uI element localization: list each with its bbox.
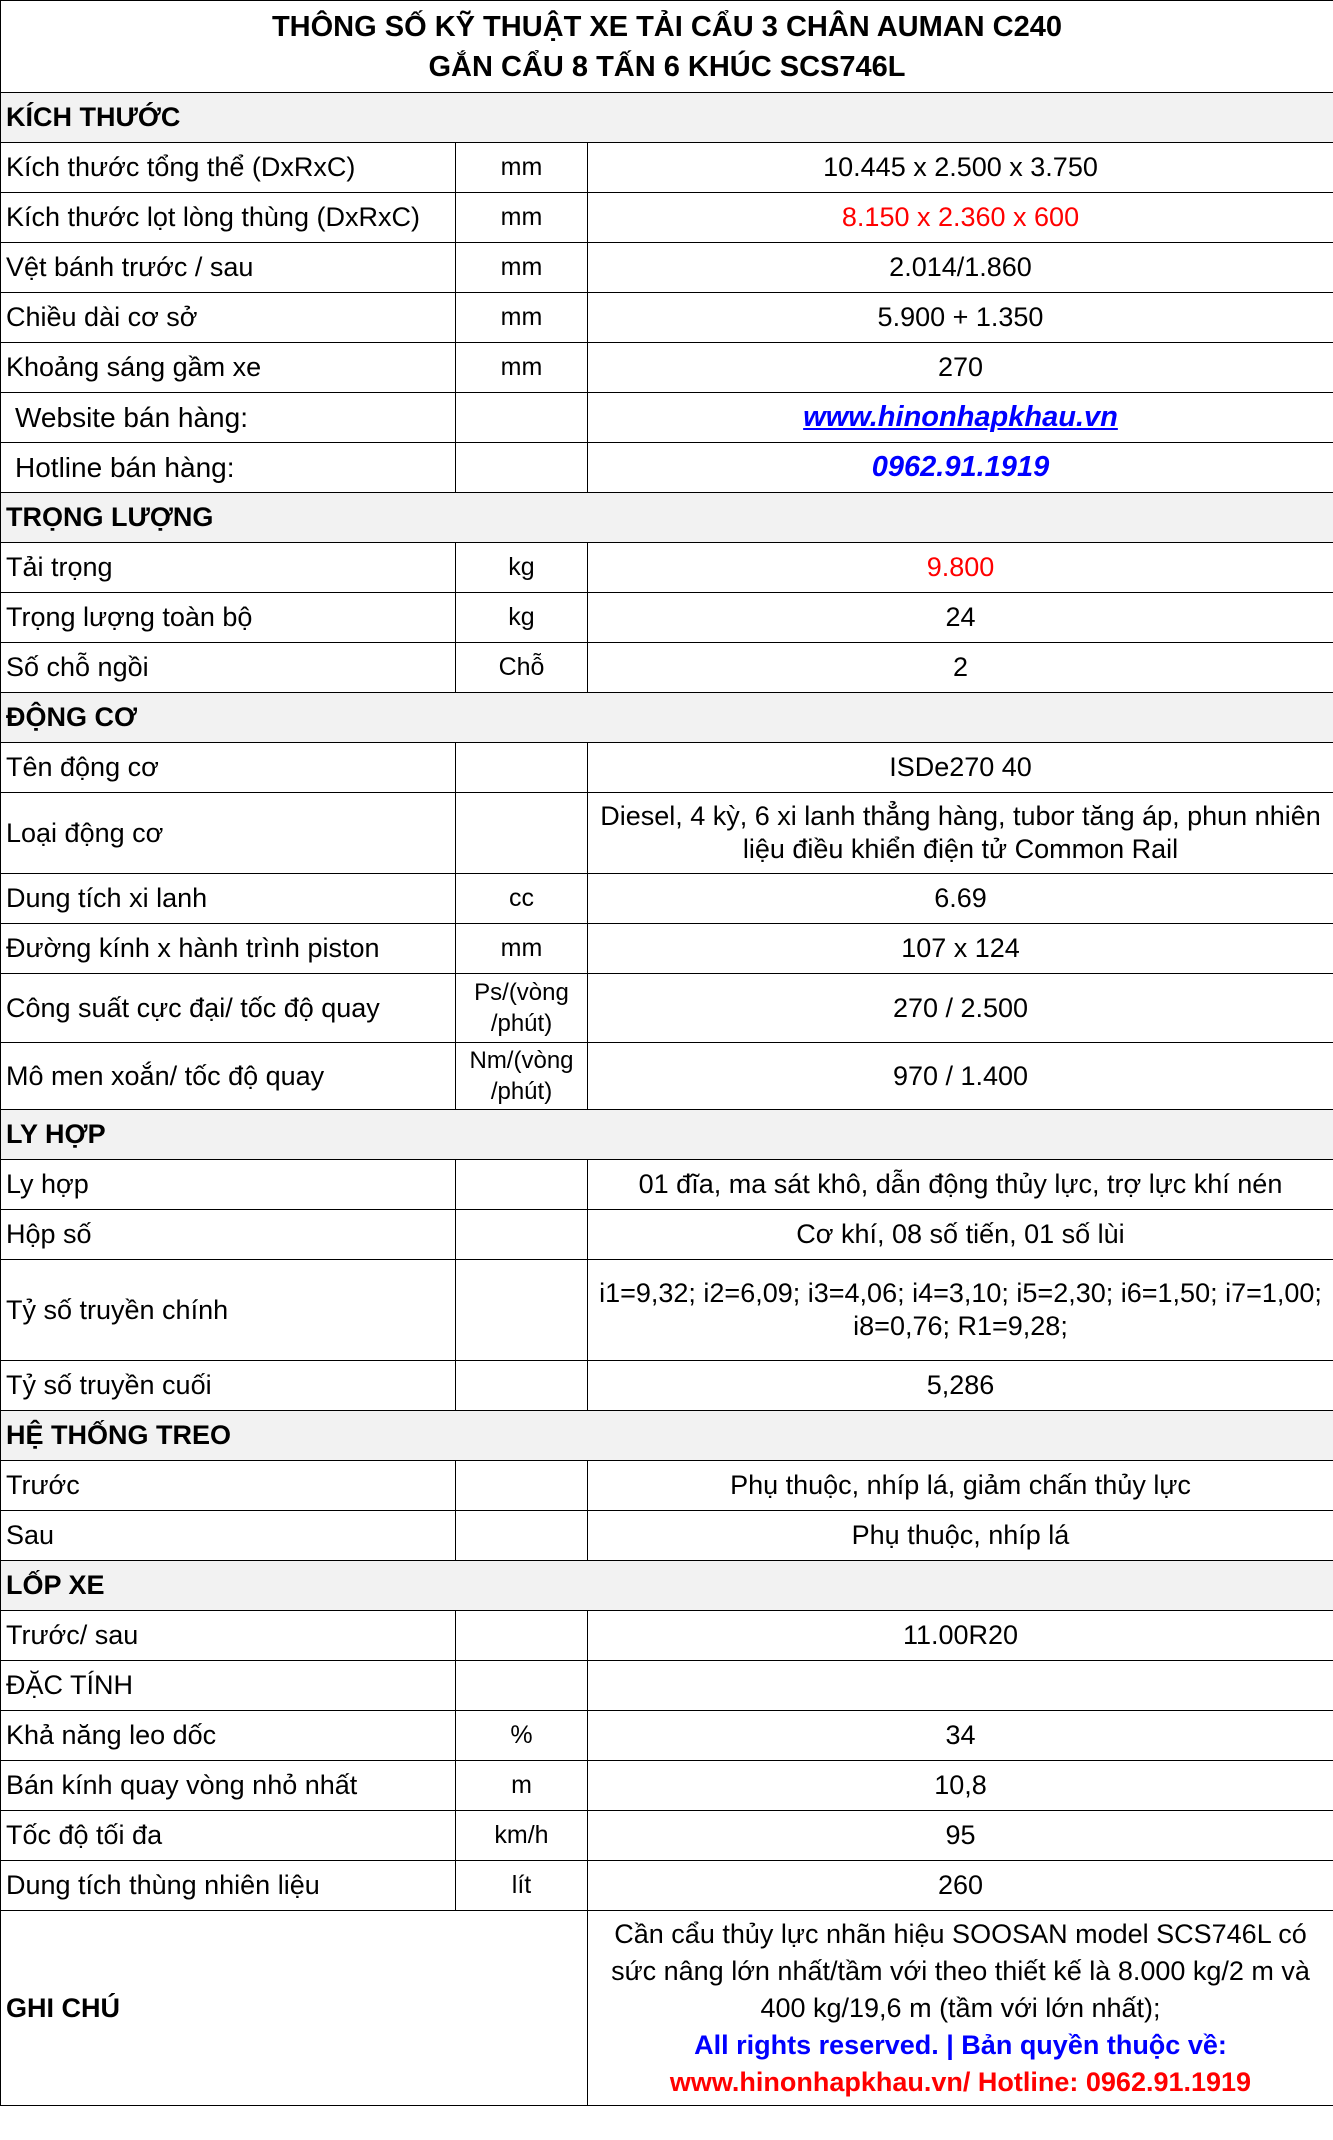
spec-unit [456,1361,588,1411]
section-title: LỐP XE [1,1561,1333,1611]
spec-value: 10,8 [588,1761,1333,1811]
spec-unit: mm [456,924,588,974]
spec-row-duong-kinh-x-hanh-trinh-piston [1,924,1333,974]
spec-unit: mm [456,143,588,193]
spec-unit: % [456,1711,588,1761]
spec-label: Tốc độ tối đa [1,1811,456,1861]
spec-unit: mm [456,343,588,393]
spec-label: ĐẶC TÍNH [1,1661,456,1711]
section-title: KÍCH THƯỚC [1,93,1333,143]
spec-value: 270 [588,343,1333,393]
spec-label: Khả năng leo dốc [1,1711,456,1761]
spec-label: Trước [1,1461,456,1511]
spec-label: Dung tích thùng nhiên liệu [1,1861,456,1911]
spec-unit [456,393,588,443]
spec-row-so-cho-ngoi [1,643,1333,693]
spec-value: i1=9,32; i2=6,09; i3=4,06; i4=3,10; i5=2,30; i6=1,50; i7=1,00; i8=0,76; R1=9,28; [588,1260,1333,1361]
spec-label: Khoảng sáng gầm xe [1,343,456,393]
spec-row-truoc [1,1461,1333,1511]
spec-row-vet-banh-truoc-sau [1,243,1333,293]
spec-value: 2 [588,643,1333,693]
section-header-trong-luong [1,493,1333,543]
spec-label: Tỷ số truyền cuối [1,1361,456,1411]
spec-row-khoang-sang-gam-xe [1,343,1333,393]
spec-row-dung-tich-xi-lanh [1,874,1333,924]
spec-unit: mm [456,193,588,243]
spec-label: Dung tích xi lanh [1,874,456,924]
spec-unit: Ps/(vòng /phút) [456,974,588,1043]
note-rights: All rights reserved. | Bản quyền thuộc về: [694,2029,1227,2060]
spec-value: 5,286 [588,1361,1333,1411]
spec-label: Chiều dài cơ sở [1,293,456,343]
spec-row-loai-dong-co [1,793,1333,874]
note-contact: www.hinonhapkhau.vn/ Hotline: 0962.91.1919 [669,2066,1252,2097]
spec-value: 9.800 [588,543,1333,593]
note-label: GHI CHÚ [1,1911,588,2106]
spec-row-mo-men-xoan-toc-do-quay [1,1043,1333,1110]
spec-label: Hộp số [1,1210,456,1260]
spec-row-cong-suat-cuc-dai-toc-do-quay [1,974,1333,1043]
spec-row-dung-tich-thung-nhien-lieu [1,1861,1333,1911]
spec-value: 01 đĩa, ma sát khô, dẫn động thủy lực, trợ lực khí nén [588,1160,1333,1210]
spec-value: 270 / 2.500 [588,974,1333,1043]
spec-value: 34 [588,1711,1333,1761]
spec-row-website-ban-hang [1,393,1333,443]
spec-value [588,1661,1333,1711]
spec-value: 8.150 x 2.360 x 600 [588,193,1333,243]
spec-unit [456,1160,588,1210]
spec-row-dac-tinh [1,1661,1333,1711]
section-title: ĐỘNG CƠ [1,693,1333,743]
spec-unit: m [456,1761,588,1811]
spec-value: 107 x 124 [588,924,1333,974]
spec-unit: kg [456,593,588,643]
spec-label: Mô men xoắn/ tốc độ quay [1,1043,456,1110]
spec-value: 24 [588,593,1333,643]
note-row [1,1911,1333,2106]
spec-label: Kích thước lọt lòng thùng (DxRxC) [1,193,456,243]
spec-row-tai-trong [1,543,1333,593]
page-title [1,1,1333,93]
spec-label: Tải trọng [1,543,456,593]
section-header-dong-co [1,693,1333,743]
spec-value: 10.445 x 2.500 x 3.750 [588,143,1333,193]
section-title: LY HỢP [1,1110,1333,1160]
spec-value: 2.014/1.860 [588,243,1333,293]
spec-value: Phụ thuộc, nhíp lá, giảm chấn thủy lực [588,1461,1333,1511]
spec-row-ty-so-truyen-chinh [1,1260,1333,1361]
spec-row-hop-so [1,1210,1333,1260]
spec-label: Hotline bán hàng: [1,443,456,493]
website-link[interactable]: www.hinonhapkhau.vn [588,393,1333,443]
spec-row-ten-dong-co [1,743,1333,793]
spec-unit [456,1511,588,1561]
section-header-ly-hop [1,1110,1333,1160]
section-header-he-thong-treo [1,1411,1333,1461]
spec-unit [456,1210,588,1260]
title-line-2: GẮN CẨU 8 TẤN 6 KHÚC SCS746L [428,50,906,83]
spec-unit [456,1661,588,1711]
spec-label: Số chỗ ngồi [1,643,456,693]
spec-unit [456,1461,588,1511]
spec-unit [456,1260,588,1361]
spec-value: 5.900 + 1.350 [588,293,1333,343]
spec-label: Website bán hàng: [1,393,456,443]
spec-value: Cơ khí, 08 số tiến, 01 số lùi [588,1210,1333,1260]
spec-row-kich-thuoc-lot-long-thung-dxrxc [1,193,1333,243]
spec-label: Đường kính x hành trình piston [1,924,456,974]
spec-label: Sau [1,1511,456,1561]
section-title: HỆ THỐNG TREO [1,1411,1333,1461]
spec-unit [456,743,588,793]
note-cell [588,1911,1333,2106]
spec-label: Tỷ số truyền chính [1,1260,456,1361]
spec-label: Trước/ sau [1,1611,456,1661]
spec-row-sau [1,1511,1333,1561]
spec-label: Kích thước tổng thể (DxRxC) [1,143,456,193]
section-header-lop-xe [1,1561,1333,1611]
spec-value: 260 [588,1861,1333,1911]
spec-label: Loại động cơ [1,793,456,874]
spec-label: Ly hợp [1,1160,456,1210]
spec-row-toc-do-toi-da [1,1811,1333,1861]
hotline-link[interactable]: 0962.91.1919 [588,443,1333,493]
spec-row-ty-so-truyen-cuoi [1,1361,1333,1411]
spec-value: Phụ thuộc, nhíp lá [588,1511,1333,1561]
spec-row-kha-nang-leo-doc [1,1711,1333,1761]
title-line-1: THÔNG SỐ KỸ THUẬT XE TẢI CẨU 3 CHÂN AUMAN C240 [271,10,1063,43]
spec-unit: mm [456,243,588,293]
spec-row-chieu-dai-co-so [1,293,1333,343]
note-text: Cần cẩu thủy lực nhãn hiệu SOOSAN model SCS746L có sức nâng lớn nhất/tầm với theo thiết kế là 8.000 kg/2 m và 400 kg/19,6 m (tầm với lớn nhất); [611,1918,1310,2023]
spec-row-trong-luong-toan-bo [1,593,1333,643]
spec-unit: Nm/(vòng /phút) [456,1043,588,1110]
spec-row-hotline-ban-hang [1,443,1333,493]
title-row [1,1,1333,93]
spec-label: Bán kính quay vòng nhỏ nhất [1,1761,456,1811]
spec-label: Công suất cực đại/ tốc độ quay [1,974,456,1043]
spec-value: Diesel, 4 kỳ, 6 xi lanh thẳng hàng, tubor tăng áp, phun nhiên liệu điều khiển điện tử Common Rail [588,793,1333,874]
spec-value: 11.00R20 [588,1611,1333,1661]
spec-unit: kg [456,543,588,593]
spec-unit [456,1611,588,1661]
spec-label: Vệt bánh trước / sau [1,243,456,293]
spec-label: Trọng lượng toàn bộ [1,593,456,643]
spec-row-ban-kinh-quay-vong-nho-nhat [1,1761,1333,1811]
spec-unit: mm [456,293,588,343]
spec-unit: km/h [456,1811,588,1861]
spec-unit [456,443,588,493]
spec-value: 6.69 [588,874,1333,924]
spec-unit [456,793,588,874]
spec-value: ISDe270 40 [588,743,1333,793]
spec-row-truoc-sau [1,1611,1333,1661]
spec-unit: Chỗ [456,643,588,693]
spec-row-kich-thuoc-tong-the-dxrxc [1,143,1333,193]
spec-value: 95 [588,1811,1333,1861]
spec-unit: lít [456,1861,588,1911]
spec-unit: cc [456,874,588,924]
spec-row-ly-hop [1,1160,1333,1210]
spec-value: 970 / 1.400 [588,1043,1333,1110]
section-title: TRỌNG LƯỢNG [1,493,1333,543]
section-header-kich-thuoc [1,93,1333,143]
spec-label: Tên động cơ [1,743,456,793]
